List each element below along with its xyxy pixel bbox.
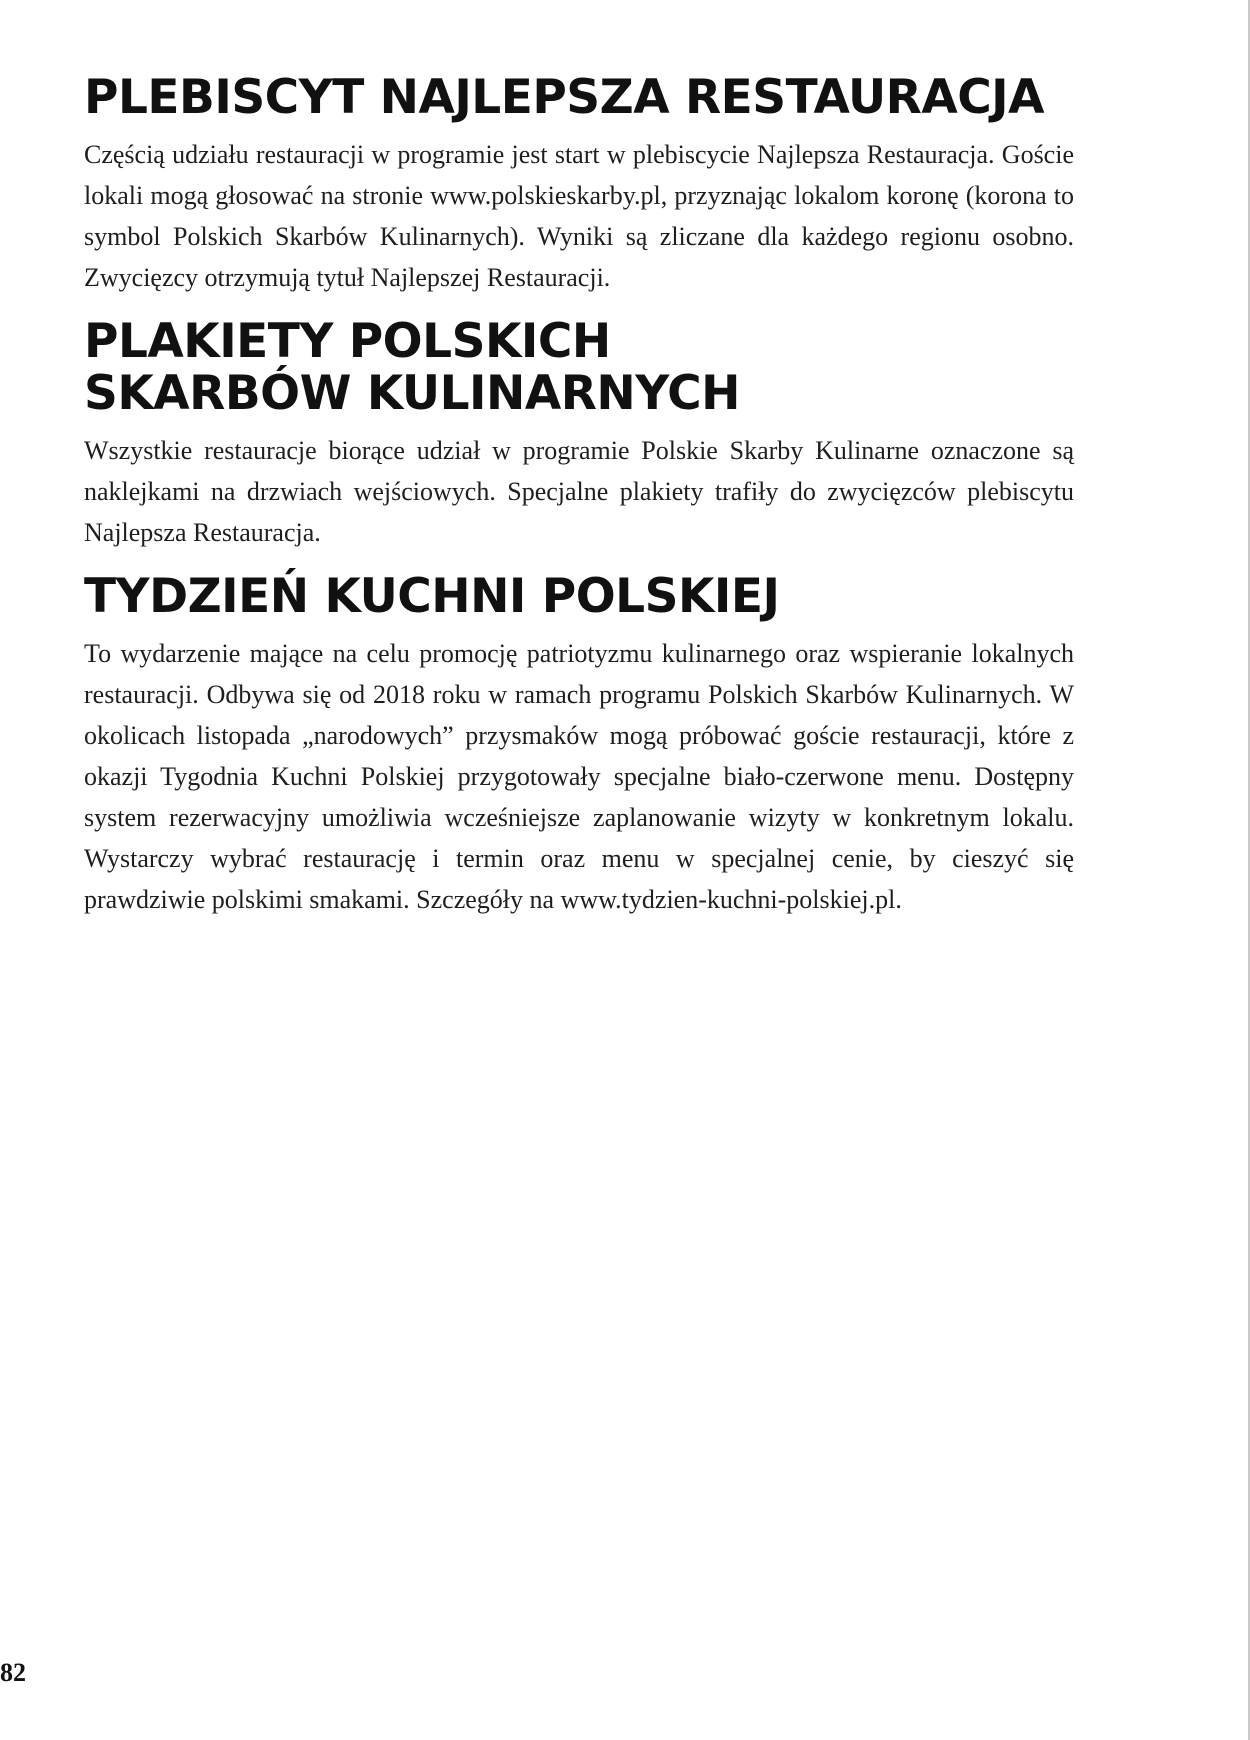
section-heading-tydzien: TYDZIEŃ KUCHNI POLSKIEJ [84,569,780,624]
section-body-plebiscyt: Częścią udziału restauracji w programie jest start w plebiscycie Najlepsza Restauracja. Goście lokali mogą głosować na stronie www.polskieskarby.pl, przyznając lokalom koronę (korona to symbol Polskich Skarbów Kulinarnych). Wyniki są zliczane dla każdego regionu osobno. Zwycięzcy otrzymują tytuł Najlepszej Restauracji. [84,140,1074,292]
section-heading-plebiscyt: PLEBISCYT NAJLEPSZA RESTAURACJA [84,70,1045,125]
page-content [84,72,1074,938]
section-plebiscyt [84,72,1074,298]
page-number: 82 [0,1658,26,1687]
section-plakiety [84,316,1074,553]
section-body-plakiety: Wszystkie restauracje biorące udział w programie Polskie Skarby Kulinarne oznaczone są naklejkami na drzwiach wejściowych. Specjalne plakiety trafiły do zwycięzców plebiscytu Najlepsza Restauracja. [84,436,1074,547]
section-heading-plakiety: PLAKIETY POLSKICH SKARBÓW KULINARNYCH [84,314,740,421]
section-tydzien [84,571,1074,920]
section-body-tydzien: To wydarzenie mające na celu promocję patriotyzmu kulinarnego oraz wspieranie lokalnych restauracji. Odbywa się od 2018 roku w ramach programu Polskich Skarbów Kulinarnych. W okolicach listopada „narodowych” przysmaków mogą próbować goście restauracji, które z okazji Tygodnia Kuchni Polskiej przygotowały specjalne biało-czerwone menu. Dostępny system rezerwacyjny umożliwia wcześniejsze zaplanowanie wizyty w konkretnym lokalu. Wystarczy wybrać restaurację i termin oraz menu w specjalnej cenie, by cieszyć się prawdziwie polskimi smakami. Szczegóły na www.tydzien-kuchni-polskiej.pl. [84,639,1074,914]
